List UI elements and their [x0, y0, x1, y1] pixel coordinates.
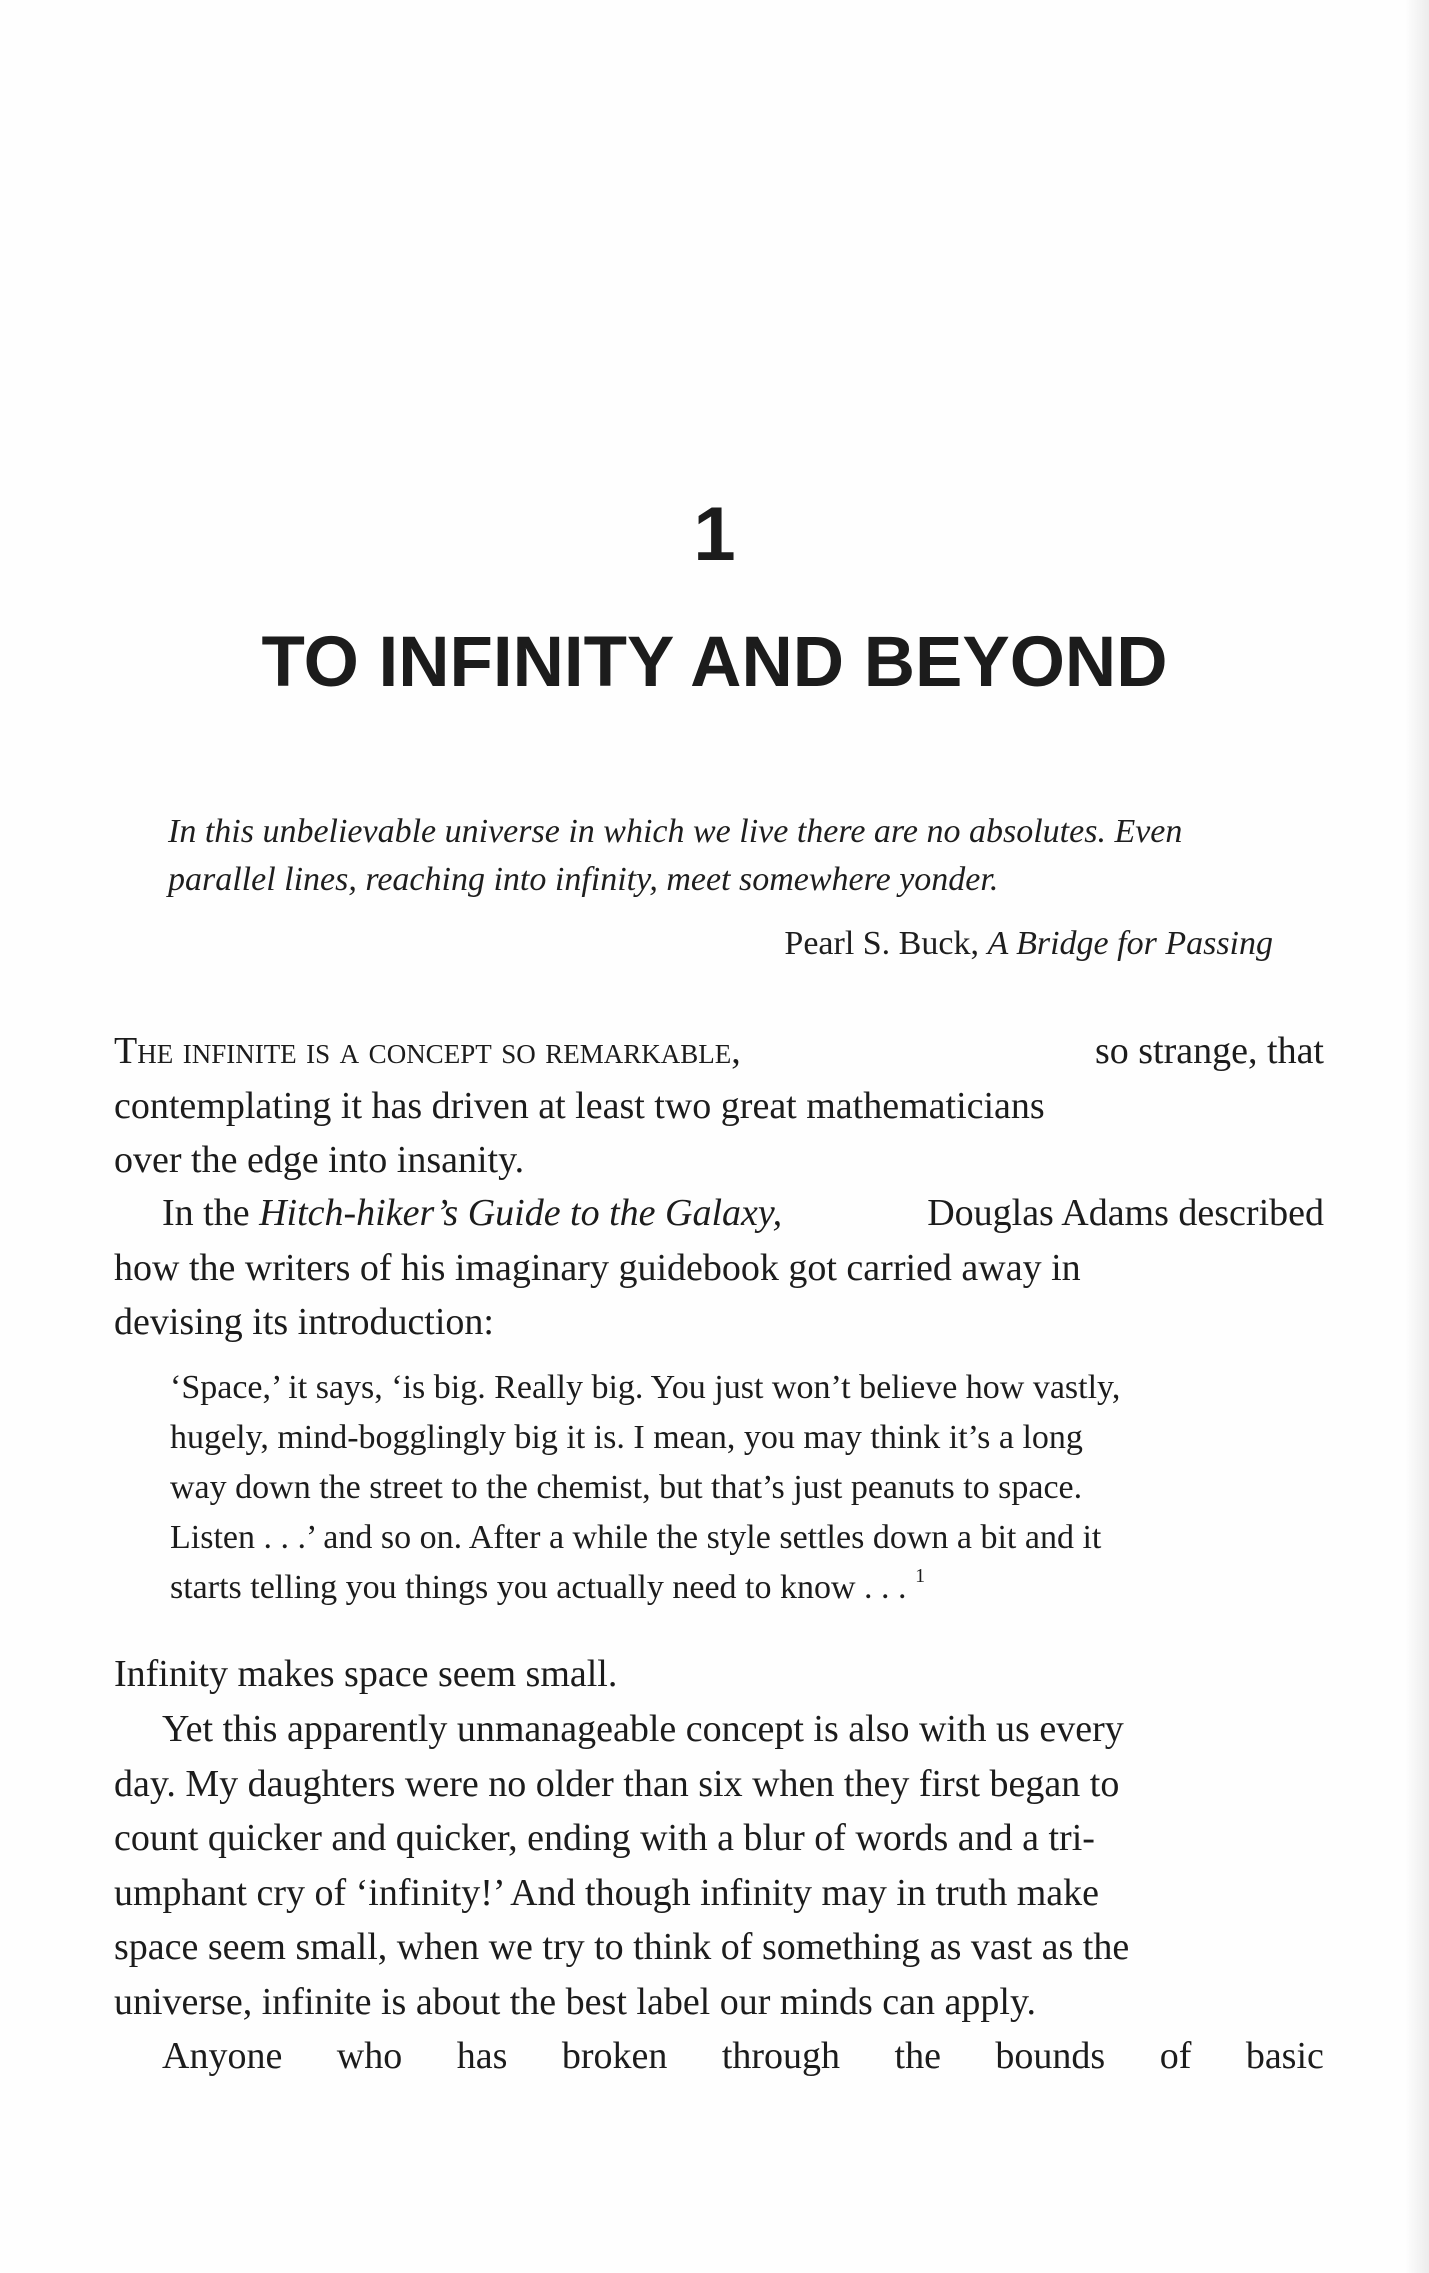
paragraph-4-line-2: day. My daughters were no older than six when they first began to [114, 1762, 1120, 1805]
quote-line-2: hugely, mind-bogglingly big it is. I mean, you may think it’s a long [170, 1419, 1083, 1456]
page-edge-shadow [1405, 0, 1429, 2273]
paragraph-2-line-1-rest: Douglas Adams described [927, 1192, 1324, 1234]
paragraph-2 [114, 1186, 1324, 1350]
epigraph-source: A Bridge for Passing [987, 925, 1273, 962]
paragraph-5-word: basic [1245, 2035, 1324, 2077]
paragraph-2-line-2: how the writers of his imaginary guidebook got carried away in [114, 1246, 1081, 1289]
paragraph-4-line-3: count quicker and quicker, ending with a blur of words and a tri- [114, 1817, 1095, 1859]
quote-line-5-text: starts telling you things you actually need to know . . . [170, 1569, 907, 1606]
epigraph-line-2: parallel lines, reaching into infinity, meet somewhere yonder. [168, 861, 999, 898]
paragraph-5-word: who [336, 2035, 403, 2077]
epigraph-author: Pearl S. Buck, [784, 925, 979, 962]
footnote-reference: 1 [915, 1565, 926, 1587]
paragraph-2-intro-wrap [162, 1186, 782, 1241]
paragraph-5-word: the [894, 2035, 941, 2077]
paragraph-5 [114, 2029, 1324, 2084]
block-quote [170, 1363, 1322, 1617]
paragraph-2-line-1 [114, 1186, 1324, 1241]
paragraph-1-line-3: over the edge into insanity. [114, 1139, 525, 1181]
paragraph-2-intro: In the [162, 1192, 250, 1234]
paragraph-4 [114, 1702, 1324, 2029]
paragraph-5-word: Anyone [162, 2035, 283, 2077]
paragraph-5-word: bounds [995, 2035, 1106, 2077]
paragraph-1-line-1-rest: so strange, that [1094, 1030, 1324, 1072]
epigraph [168, 808, 1273, 904]
paragraph-3 [114, 1647, 1324, 1702]
epigraph-line-1: In this unbelievable universe in which we live there are no absolutes. Even [168, 813, 1183, 850]
epigraph-attribution [784, 920, 1273, 968]
paragraph-4-line-6: universe, infinite is about the best label our minds can apply. [114, 1980, 1036, 2023]
quote-line-5 [170, 1563, 1322, 1617]
opening-smallcaps: The infinite is a concept so remarkable, [114, 1030, 741, 1072]
paragraph-4-line-1: Yet this apparently unmanageable concept is also with us every [162, 1708, 1124, 1750]
paragraph-2-line-3: devising its introduction: [114, 1301, 494, 1343]
chapter-title: TO INFINITY AND BEYOND [261, 623, 1168, 702]
quote-line-1: ‘Space,’ it says, ‘is big. Really big. You just won’t believe how vastly, [170, 1369, 1121, 1406]
paragraph-5-word: of [1159, 2035, 1192, 2077]
paragraph-5-word: through [721, 2035, 841, 2077]
paragraph-1 [114, 1024, 1324, 1188]
paragraph-4-line-5: space seem small, when we try to think of something as vast as the [114, 1926, 1130, 1968]
chapter-number: 1 [693, 492, 736, 577]
book-title-hitchhikers-guide: Hitch-hiker’s Guide to the Galaxy, [259, 1192, 783, 1234]
paragraph-1-line-1 [114, 1024, 1324, 1079]
paragraph-5-word: broken [561, 2035, 668, 2077]
paragraph-1-line-2: contemplating it has driven at least two great mathematicians [114, 1084, 1045, 1127]
paragraph-3-line-1: Infinity makes space seem small. [114, 1653, 618, 1695]
paragraph-5-word: has [456, 2035, 508, 2077]
paragraph-4-line-4: umphant cry of ‘infinity!’ And though infinity may in truth make [114, 1871, 1100, 1914]
quote-line-4: Listen . . .’ and so on. After a while the style settles down a bit and it [170, 1519, 1102, 1556]
quote-line-3: way down the street to the chemist, but that’s just peanuts to space. [170, 1469, 1083, 1506]
paragraph-5-line-1 [114, 2029, 1324, 2084]
